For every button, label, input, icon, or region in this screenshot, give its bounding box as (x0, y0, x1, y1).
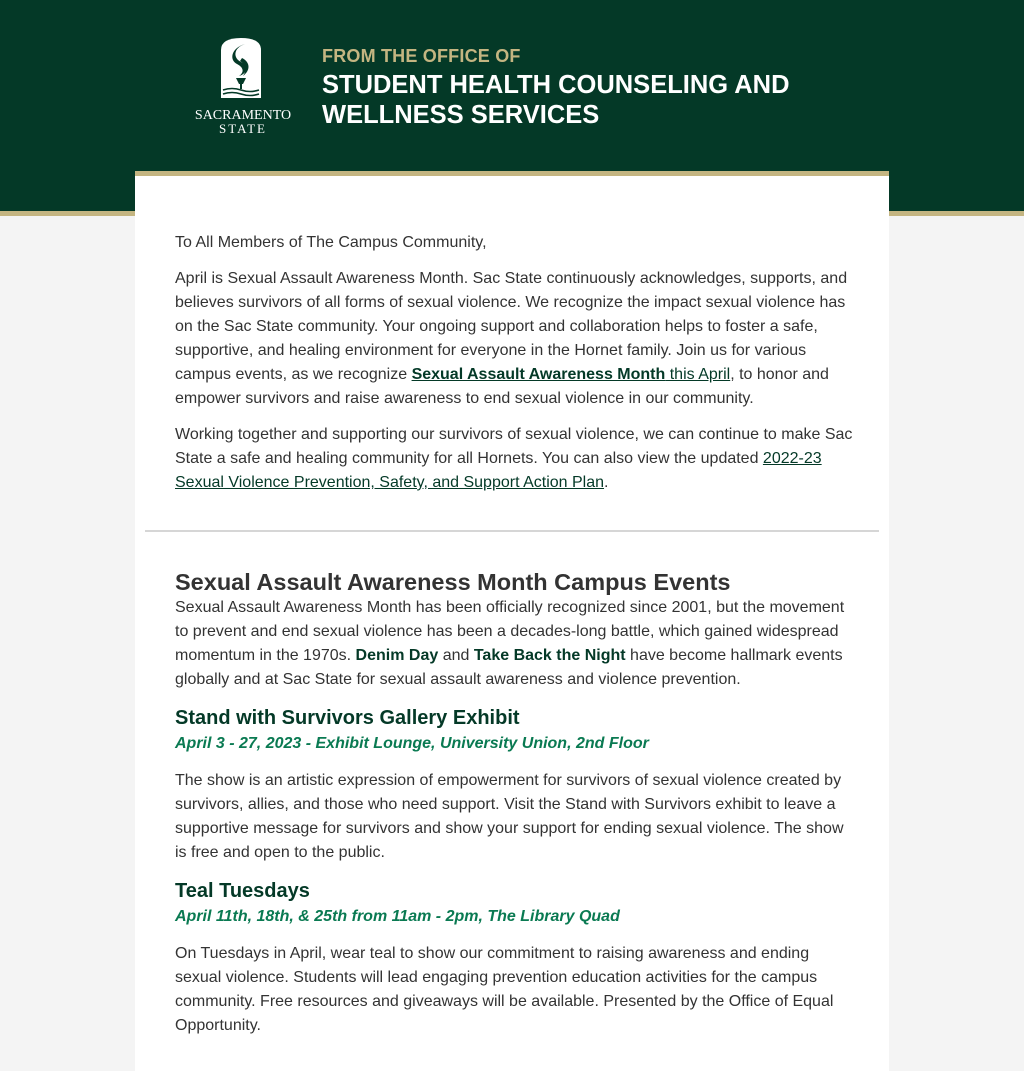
event-description: On Tuesdays in April, wear teal to show our commitment to raising awareness and ending sexual violence. Students will lead engaging prevention education activities for the campus community. Free resources and giveaways will be available. Presented by the Office of Equal Opportunity. (175, 945, 834, 1034)
event-description: The show is an artistic expression of empowerment for survivors of sexual violence created by survivors, allies, and those who need support. Visit the Stand with Survivors exhibit to leave a supportive message for survivors and show your support for ending sexual violence. The show is free and open to the public. (175, 772, 844, 861)
saam-link[interactable]: Sexual Assault Awareness Month this April (411, 366, 731, 383)
sacramento-state-logo (195, 36, 291, 136)
email-body-card (135, 171, 889, 1071)
events-title: Sexual Assault Awareness Month Campus Events (175, 569, 731, 595)
events-section (175, 568, 855, 1038)
header-title-block (322, 46, 842, 130)
event-when: April 11th, 18th, & 25th from 11am - 2pm, The Library Quad (175, 908, 620, 925)
header-kicker: FROM THE OFFICE OF (322, 46, 521, 66)
events-intro: Sexual Assault Awareness Month has been officially recognized since 2001, but the movement to prevent and end sexual violence has been a decades-long battle, which gained widespread momentum in the 1970s. Denim Day and Take Back the Night have become hallmark events globally and at Sac State for sexual assault awareness and violence prevention. (175, 599, 845, 688)
intro-paragraph-2: Working together and supporting our survivors of sexual violence, we can continue to make Sac State a safe and healing community for all Hornets. You can also view the updated 2022-23 Sexual Violence Prevention, Safety, and Support Action Plan. (175, 426, 853, 491)
greeting: To All Members of The Campus Community, (175, 234, 487, 251)
take-back-the-night-label: Take Back the Night (473, 647, 626, 664)
svg-text:SACRAMENTO: SACRAMENTO (195, 108, 291, 123)
svg-text:STATE: STATE (219, 121, 267, 136)
event-item (175, 879, 855, 1038)
event-title: Teal Tuesdays (175, 880, 310, 902)
event-title: Stand with Survivors Gallery Exhibit (175, 707, 520, 729)
office-name-line2: WELLNESS SERVICES (322, 101, 600, 129)
intro-paragraph-1: April is Sexual Assault Awareness Month. Sac State continuously acknowledges, supports, and believes survivors of all forms of sexual violence. We recognize the impact sexual violence has on the Sac State community. Your ongoing support and collaboration helps to foster a safe, supportive, and healing environment for everyone in the Hornet family. Join us for various campus events, as we recognize Sexual Assault Awareness Month this April, to honor and empower survivors and raise awareness to end sexual violence in our community. (175, 270, 848, 407)
event-item (175, 706, 855, 865)
action-plan-link[interactable]: 2022-23 Sexual Violence Prevention, Safety, and Support Action Plan (175, 450, 822, 491)
denim-day-label: Denim Day (355, 647, 439, 664)
intro-section (175, 231, 855, 495)
office-name-line1: STUDENT HEALTH COUNSELING AND (322, 71, 790, 99)
torch-logo-icon (195, 36, 291, 136)
event-when: April 3 - 27, 2023 - Exhibit Lounge, University Union, 2nd Floor (175, 735, 649, 752)
section-divider (145, 530, 879, 532)
email-header (135, 0, 889, 171)
